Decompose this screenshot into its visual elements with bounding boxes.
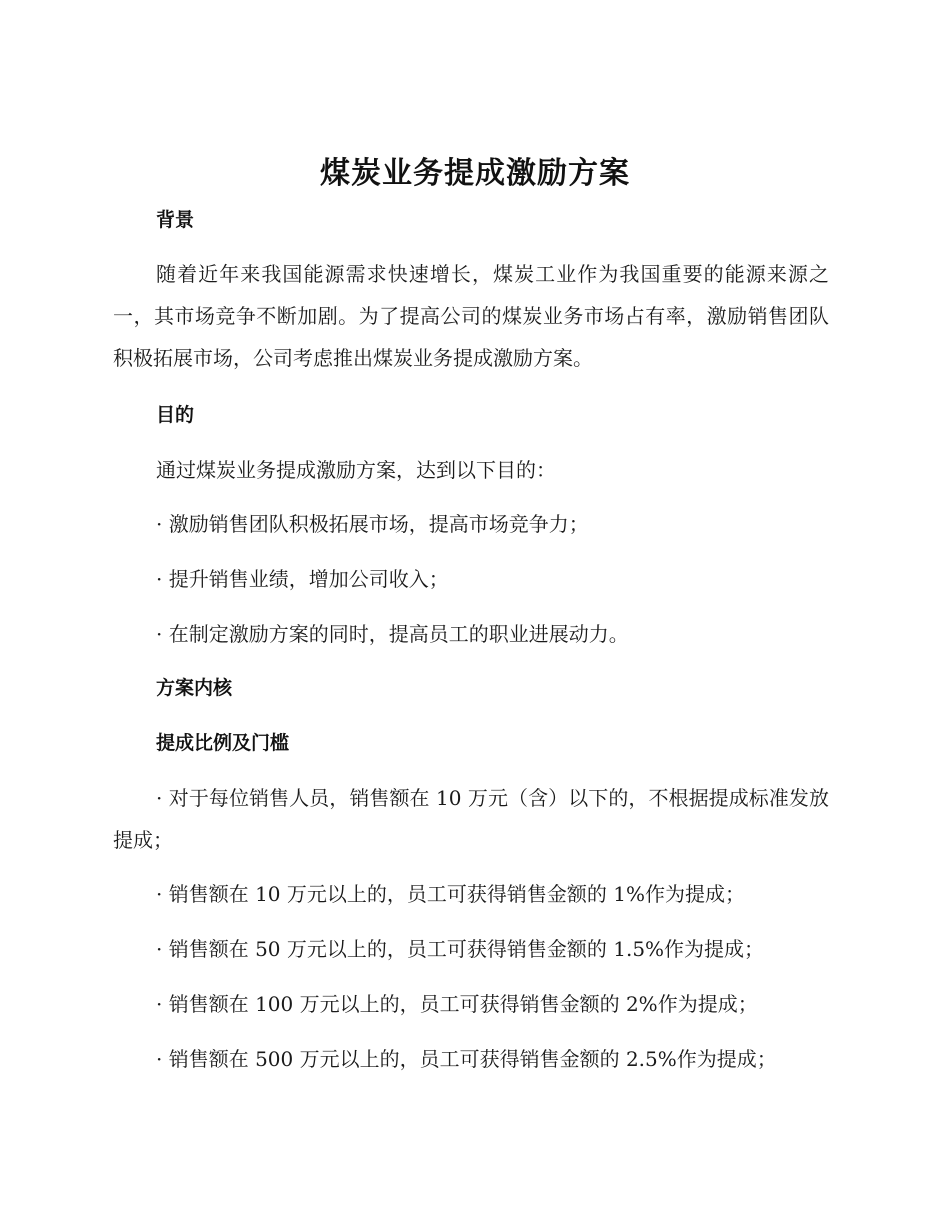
list-item: · 销售额在 500 万元以上的，员工可获得销售金额的 2.5%作为提成； bbox=[156, 1047, 777, 1071]
paragraph-background: 随着近年来我国能源需求快速增长，煤炭工业作为我国重要的能源来源之一，其市场竞争不断加剧。为了提高公司的煤炭业务市场占有率，激励销售团队积极拓展市场，公司考虑推出煤炭业务提成激励方案。 bbox=[113, 262, 829, 370]
list-item: · 激励销售团队积极拓展市场，提高市场竞争力； bbox=[156, 512, 589, 536]
list-item: · 对于每位销售人员，销售额在 10 万元（含）以下的，不根据提成标准发放提成； bbox=[113, 786, 829, 852]
heading-core: 方案内核 bbox=[156, 677, 233, 699]
heading-commission: 提成比例及门槛 bbox=[156, 732, 290, 754]
list-item: · 在制定激励方案的同时，提高员工的职业进展动力。 bbox=[156, 622, 629, 646]
list-item: · 提升销售业绩，增加公司收入； bbox=[156, 567, 449, 591]
heading-background: 背景 bbox=[156, 209, 195, 231]
list-item: · 销售额在 50 万元以上的，员工可获得销售金额的 1.5%作为提成； bbox=[156, 937, 765, 961]
document-title: 煤炭业务提成激励方案 bbox=[320, 156, 630, 191]
heading-purpose: 目的 bbox=[156, 404, 195, 426]
list-item: · 销售额在 10 万元以上的，员工可获得销售金额的 1%作为提成； bbox=[156, 882, 745, 906]
list-item: · 销售额在 100 万元以上的，员工可获得销售金额的 2%作为提成； bbox=[156, 992, 758, 1016]
paragraph-purpose-intro: 通过煤炭业务提成激励方案，达到以下目的： bbox=[156, 458, 556, 482]
